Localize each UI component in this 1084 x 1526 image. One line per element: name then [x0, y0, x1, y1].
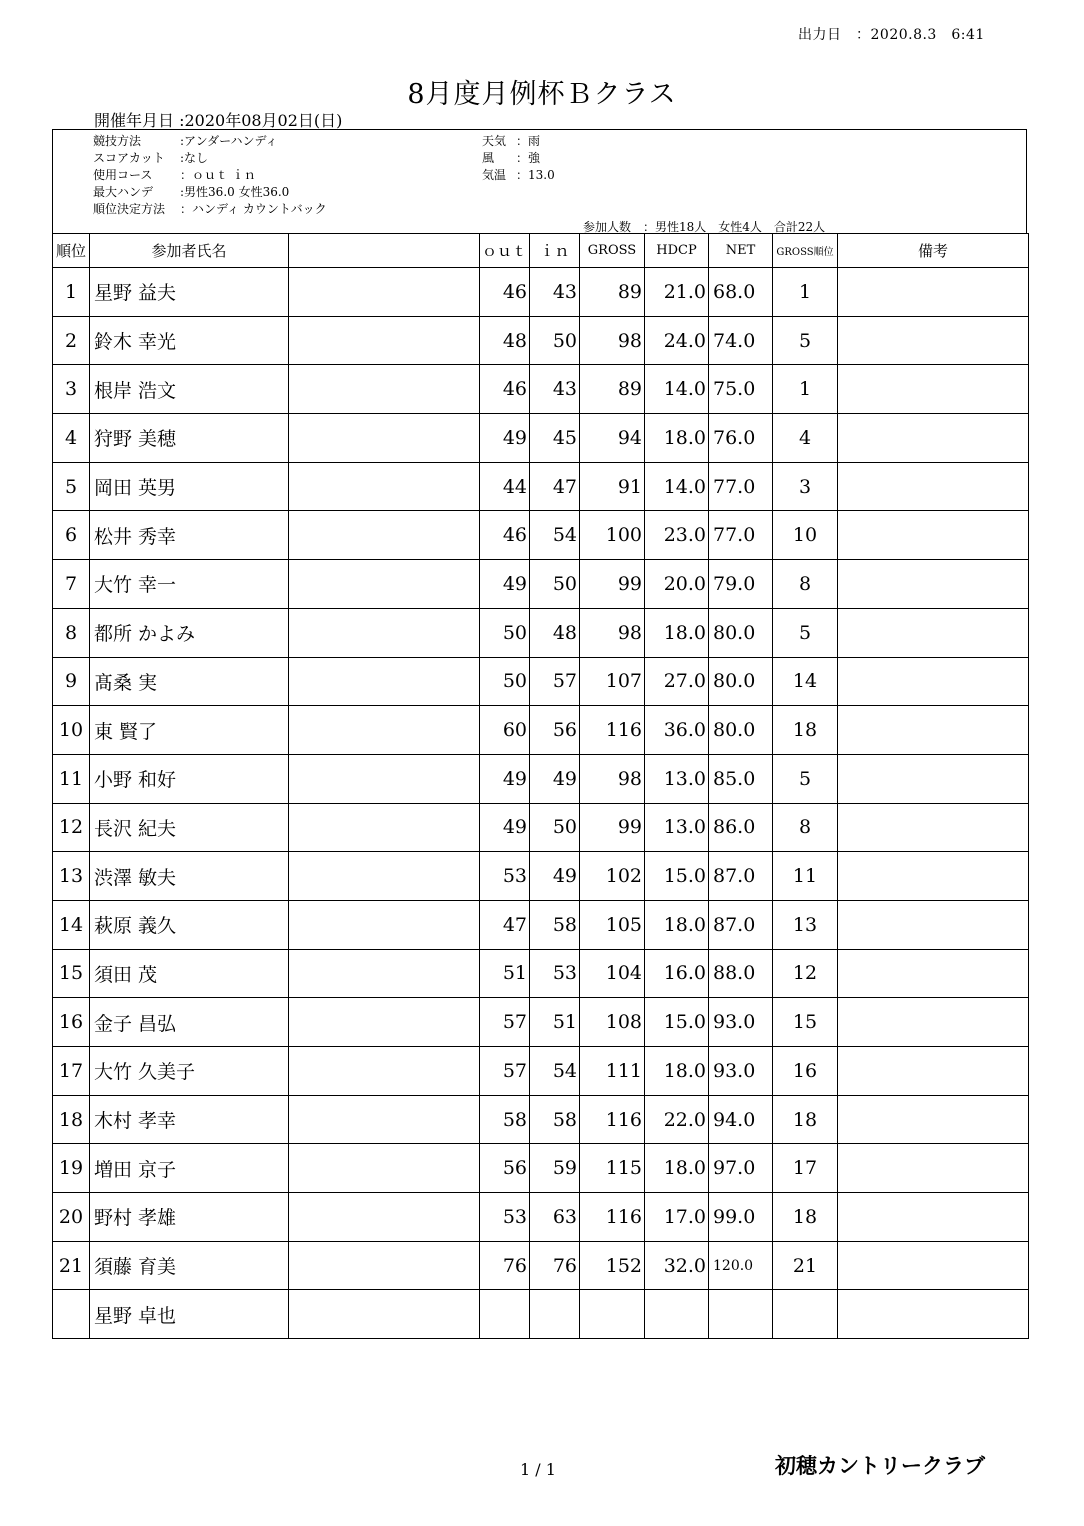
- in-cell: 54: [530, 511, 580, 560]
- header-blank: [289, 234, 480, 268]
- out-cell: 58: [480, 1095, 530, 1144]
- table-row: [53, 1047, 1029, 1096]
- blank-cell: [289, 1241, 480, 1290]
- hdcp-cell: 13.0: [645, 754, 709, 803]
- gross-rank-cell: 18: [773, 1193, 838, 1242]
- rank-cell: 6: [53, 511, 90, 560]
- page-number: 1 / 1: [520, 1460, 556, 1479]
- hdcp-cell: 18.0: [645, 1144, 709, 1193]
- net-cell: 88.0: [709, 949, 773, 998]
- net-cell: 77.0: [709, 511, 773, 560]
- rank-cell: 16: [53, 998, 90, 1047]
- gross-rank-cell: 5: [773, 754, 838, 803]
- gross-cell: 99: [580, 803, 645, 852]
- in-cell: 76: [530, 1241, 580, 1290]
- net-cell: [709, 1290, 773, 1339]
- rank-cell: 5: [53, 462, 90, 511]
- in-cell: 50: [530, 560, 580, 609]
- blank-cell: [289, 511, 480, 560]
- in-cell: 47: [530, 462, 580, 511]
- blank-cell: [289, 852, 480, 901]
- gross-rank-cell: 13: [773, 900, 838, 949]
- competition-info-box: [52, 129, 1027, 234]
- blank-cell: [289, 1290, 480, 1339]
- hdcp-cell: 20.0: [645, 560, 709, 609]
- in-cell: 50: [530, 316, 580, 365]
- table-row: [53, 1193, 1029, 1242]
- header-row: [53, 234, 1029, 268]
- wind: [482, 149, 541, 166]
- net-cell: 93.0: [709, 1047, 773, 1096]
- temperature: [482, 166, 555, 183]
- gross-rank-cell: 21: [773, 1241, 838, 1290]
- course-used-value: ：ｏｕｔ ｉｎ: [180, 168, 256, 182]
- out-cell: [480, 1290, 530, 1339]
- table-row: [53, 1095, 1029, 1144]
- blank-cell: [289, 803, 480, 852]
- out-cell: 46: [480, 268, 530, 317]
- blank-cell: [289, 560, 480, 609]
- in-cell: 56: [530, 706, 580, 755]
- net-cell: 85.0: [709, 754, 773, 803]
- gross-rank-cell: 18: [773, 1095, 838, 1144]
- net-cell: 86.0: [709, 803, 773, 852]
- gross-cell: 98: [580, 754, 645, 803]
- weather-value: ：雨: [516, 134, 541, 148]
- remarks-cell: [838, 1047, 1029, 1096]
- wind-label: 風: [482, 151, 495, 165]
- rank-cell: 12: [53, 803, 90, 852]
- name-cell: 渋澤 敏夫: [90, 852, 289, 901]
- remarks-cell: [838, 900, 1029, 949]
- gross-cell: 91: [580, 462, 645, 511]
- gross-cell: 102: [580, 852, 645, 901]
- rank-cell: 3: [53, 365, 90, 414]
- remarks-cell: [838, 511, 1029, 560]
- score-cut-value: :なし: [180, 151, 209, 165]
- gross-cell: 105: [580, 900, 645, 949]
- remarks-cell: [838, 706, 1029, 755]
- remarks-cell: [838, 1241, 1029, 1290]
- rank-cell: 21: [53, 1241, 90, 1290]
- hdcp-cell: 24.0: [645, 316, 709, 365]
- table-row: [53, 1290, 1029, 1339]
- in-cell: 50: [530, 803, 580, 852]
- in-cell: 59: [530, 1144, 580, 1193]
- out-cell: 57: [480, 998, 530, 1047]
- in-cell: [530, 1290, 580, 1339]
- hdcp-cell: 18.0: [645, 1047, 709, 1096]
- held-date: 開催年月日 :2020年08月02日(日): [94, 111, 343, 130]
- remarks-cell: [838, 1095, 1029, 1144]
- blank-cell: [289, 998, 480, 1047]
- rank-cell: 11: [53, 754, 90, 803]
- in-cell: 63: [530, 1193, 580, 1242]
- remarks-cell: [838, 998, 1029, 1047]
- net-cell: 87.0: [709, 900, 773, 949]
- remarks-cell: [838, 852, 1029, 901]
- blank-cell: [289, 1193, 480, 1242]
- gross-cell: 100: [580, 511, 645, 560]
- out-cell: 49: [480, 754, 530, 803]
- table-row: [53, 949, 1029, 998]
- results-body: [53, 268, 1029, 1339]
- hdcp-cell: 14.0: [645, 365, 709, 414]
- name-cell: 須田 茂: [90, 949, 289, 998]
- hdcp-cell: 32.0: [645, 1241, 709, 1290]
- remarks-cell: [838, 803, 1029, 852]
- rank-cell: [53, 1290, 90, 1339]
- table-row: [53, 754, 1029, 803]
- name-cell: 髙桑 実: [90, 657, 289, 706]
- blank-cell: [289, 900, 480, 949]
- remarks-cell: [838, 560, 1029, 609]
- ranking-method: [93, 200, 327, 217]
- hdcp-cell: 18.0: [645, 900, 709, 949]
- out-cell: 46: [480, 365, 530, 414]
- gross-rank-cell: 1: [773, 268, 838, 317]
- weather-label: 天気: [482, 134, 507, 148]
- gross-cell: 107: [580, 657, 645, 706]
- gross-cell: 99: [580, 560, 645, 609]
- table-row: [53, 900, 1029, 949]
- max-handicap-value: :男性36.0 女性36.0: [180, 185, 290, 199]
- blank-cell: [289, 754, 480, 803]
- header-gross-rank: GROSS順位: [773, 234, 838, 268]
- net-cell: 120.0: [709, 1241, 773, 1290]
- rank-cell: 15: [53, 949, 90, 998]
- hdcp-cell: 18.0: [645, 414, 709, 463]
- table-row: [53, 803, 1029, 852]
- out-cell: 47: [480, 900, 530, 949]
- out-cell: 46: [480, 511, 530, 560]
- gross-cell: [580, 1290, 645, 1339]
- rank-cell: 8: [53, 608, 90, 657]
- blank-cell: [289, 414, 480, 463]
- rank-cell: 20: [53, 1193, 90, 1242]
- table-row: [53, 852, 1029, 901]
- name-cell: 長沢 紀夫: [90, 803, 289, 852]
- name-cell: 大竹 久美子: [90, 1047, 289, 1096]
- name-cell: 岡田 英男: [90, 462, 289, 511]
- table-row: [53, 268, 1029, 317]
- header-out: ｏｕｔ: [480, 234, 530, 268]
- gross-cell: 115: [580, 1144, 645, 1193]
- remarks-cell: [838, 414, 1029, 463]
- net-cell: 76.0: [709, 414, 773, 463]
- rank-cell: 2: [53, 316, 90, 365]
- table-row: [53, 1144, 1029, 1193]
- remarks-cell: [838, 268, 1029, 317]
- in-cell: 54: [530, 1047, 580, 1096]
- participants-count: 参加人数 ：男性18人 女性4人 合計22人: [583, 220, 826, 234]
- rank-cell: 9: [53, 657, 90, 706]
- header-in: ｉｎ: [530, 234, 580, 268]
- rank-cell: 10: [53, 706, 90, 755]
- hdcp-cell: 15.0: [645, 852, 709, 901]
- rank-cell: 1: [53, 268, 90, 317]
- blank-cell: [289, 365, 480, 414]
- in-cell: 58: [530, 1095, 580, 1144]
- club-name: 初穂カントリークラブ: [775, 1454, 985, 1478]
- gross-rank-cell: 5: [773, 316, 838, 365]
- score-cut: [93, 149, 209, 166]
- net-cell: 97.0: [709, 1144, 773, 1193]
- name-cell: 須藤 育美: [90, 1241, 289, 1290]
- net-cell: 99.0: [709, 1193, 773, 1242]
- gross-rank-cell: 8: [773, 803, 838, 852]
- name-cell: 根岸 浩文: [90, 365, 289, 414]
- table-row: [53, 462, 1029, 511]
- name-cell: 東 賢了: [90, 706, 289, 755]
- out-cell: 53: [480, 1193, 530, 1242]
- name-cell: 狩野 美穂: [90, 414, 289, 463]
- header-remarks: 備考: [838, 234, 1029, 268]
- remarks-cell: [838, 462, 1029, 511]
- max-handicap-label: 最大ハンデ: [93, 185, 154, 199]
- in-cell: 53: [530, 949, 580, 998]
- name-cell: 星野 卓也: [90, 1290, 289, 1339]
- blank-cell: [289, 268, 480, 317]
- table-row: [53, 511, 1029, 560]
- hdcp-cell: 21.0: [645, 268, 709, 317]
- table-row: [53, 998, 1029, 1047]
- page-title: 8月度月例杯Ｂクラス: [407, 79, 677, 110]
- gross-cell: 104: [580, 949, 645, 998]
- blank-cell: [289, 706, 480, 755]
- name-cell: 松井 秀幸: [90, 511, 289, 560]
- name-cell: 金子 昌弘: [90, 998, 289, 1047]
- gross-rank-cell: 10: [773, 511, 838, 560]
- table-row: [53, 365, 1029, 414]
- in-cell: 57: [530, 657, 580, 706]
- hdcp-cell: 36.0: [645, 706, 709, 755]
- hdcp-cell: 23.0: [645, 511, 709, 560]
- temperature-label: 気温: [482, 168, 507, 182]
- net-cell: 77.0: [709, 462, 773, 511]
- hdcp-cell: 27.0: [645, 657, 709, 706]
- max-handicap: [93, 183, 290, 200]
- gross-cell: 116: [580, 706, 645, 755]
- remarks-cell: [838, 949, 1029, 998]
- gross-cell: 116: [580, 1193, 645, 1242]
- blank-cell: [289, 949, 480, 998]
- ranking-method-label: 順位決定方法: [93, 202, 166, 216]
- in-cell: 43: [530, 268, 580, 317]
- gross-rank-cell: 3: [773, 462, 838, 511]
- rank-cell: 14: [53, 900, 90, 949]
- gross-rank-cell: 5: [773, 608, 838, 657]
- blank-cell: [289, 1144, 480, 1193]
- name-cell: 大竹 幸一: [90, 560, 289, 609]
- rank-cell: 18: [53, 1095, 90, 1144]
- in-cell: 48: [530, 608, 580, 657]
- name-cell: 星野 益夫: [90, 268, 289, 317]
- net-cell: 93.0: [709, 998, 773, 1047]
- gross-cell: 89: [580, 365, 645, 414]
- results-table: [52, 233, 1029, 1339]
- remarks-cell: [838, 657, 1029, 706]
- net-cell: 80.0: [709, 608, 773, 657]
- competition-method-value: :アンダーハンディ: [180, 134, 278, 148]
- name-cell: 木村 孝幸: [90, 1095, 289, 1144]
- gross-cell: 89: [580, 268, 645, 317]
- net-cell: 68.0: [709, 268, 773, 317]
- net-cell: 79.0: [709, 560, 773, 609]
- hdcp-cell: 18.0: [645, 608, 709, 657]
- gross-rank-cell: 16: [773, 1047, 838, 1096]
- gross-rank-cell: 8: [773, 560, 838, 609]
- gross-cell: 111: [580, 1047, 645, 1096]
- hdcp-cell: [645, 1290, 709, 1339]
- out-cell: 49: [480, 414, 530, 463]
- remarks-cell: [838, 365, 1029, 414]
- name-cell: 萩原 義久: [90, 900, 289, 949]
- out-cell: 50: [480, 608, 530, 657]
- header-rank: 順位: [53, 234, 90, 268]
- out-cell: 60: [480, 706, 530, 755]
- gross-rank-cell: 12: [773, 949, 838, 998]
- in-cell: 58: [530, 900, 580, 949]
- rank-cell: 19: [53, 1144, 90, 1193]
- name-cell: 小野 和好: [90, 754, 289, 803]
- gross-cell: 98: [580, 316, 645, 365]
- gross-rank-cell: 11: [773, 852, 838, 901]
- header-hdcp: HDCP: [645, 234, 709, 268]
- blank-cell: [289, 1047, 480, 1096]
- hdcp-cell: 16.0: [645, 949, 709, 998]
- gross-rank-cell: 4: [773, 414, 838, 463]
- out-cell: 76: [480, 1241, 530, 1290]
- gross-rank-cell: 17: [773, 1144, 838, 1193]
- rank-cell: 17: [53, 1047, 90, 1096]
- rank-cell: 13: [53, 852, 90, 901]
- out-cell: 50: [480, 657, 530, 706]
- gross-rank-cell: 14: [773, 657, 838, 706]
- remarks-cell: [838, 1193, 1029, 1242]
- name-cell: 都所 かよみ: [90, 608, 289, 657]
- out-cell: 57: [480, 1047, 530, 1096]
- gross-cell: 116: [580, 1095, 645, 1144]
- in-cell: 49: [530, 754, 580, 803]
- in-cell: 51: [530, 998, 580, 1047]
- remarks-cell: [838, 1144, 1029, 1193]
- in-cell: 49: [530, 852, 580, 901]
- course-used-label: 使用コース: [93, 168, 153, 182]
- score-cut-label: スコアカット: [93, 151, 165, 165]
- rank-cell: 7: [53, 560, 90, 609]
- hdcp-cell: 15.0: [645, 998, 709, 1047]
- course-used: [93, 166, 256, 183]
- net-cell: 87.0: [709, 852, 773, 901]
- remarks-cell: [838, 1290, 1029, 1339]
- remarks-cell: [838, 608, 1029, 657]
- name-cell: 鈴木 幸光: [90, 316, 289, 365]
- competition-method: [93, 132, 278, 149]
- out-cell: 44: [480, 462, 530, 511]
- blank-cell: [289, 316, 480, 365]
- out-cell: 53: [480, 852, 530, 901]
- gross-rank-cell: 1: [773, 365, 838, 414]
- blank-cell: [289, 657, 480, 706]
- net-cell: 75.0: [709, 365, 773, 414]
- competition-method-label: 競技方法: [93, 134, 142, 148]
- hdcp-cell: 17.0: [645, 1193, 709, 1242]
- gross-cell: 152: [580, 1241, 645, 1290]
- table-row: [53, 706, 1029, 755]
- out-cell: 49: [480, 560, 530, 609]
- table-row: [53, 414, 1029, 463]
- net-cell: 80.0: [709, 706, 773, 755]
- hdcp-cell: 14.0: [645, 462, 709, 511]
- blank-cell: [289, 1095, 480, 1144]
- gross-rank-cell: 18: [773, 706, 838, 755]
- out-cell: 49: [480, 803, 530, 852]
- in-cell: 45: [530, 414, 580, 463]
- table-row: [53, 316, 1029, 365]
- net-cell: 74.0: [709, 316, 773, 365]
- table-row: [53, 1241, 1029, 1290]
- name-cell: 野村 孝雄: [90, 1193, 289, 1242]
- gross-cell: 108: [580, 998, 645, 1047]
- in-cell: 43: [530, 365, 580, 414]
- out-cell: 51: [480, 949, 530, 998]
- gross-cell: 98: [580, 608, 645, 657]
- table-row: [53, 608, 1029, 657]
- header-gross: GROSS: [580, 234, 645, 268]
- wind-value: ：強: [516, 151, 541, 165]
- remarks-cell: [838, 754, 1029, 803]
- net-cell: 80.0: [709, 657, 773, 706]
- net-cell: 94.0: [709, 1095, 773, 1144]
- remarks-cell: [838, 316, 1029, 365]
- hdcp-cell: 13.0: [645, 803, 709, 852]
- header-net: NET: [709, 234, 773, 268]
- output-date: 出力日 ：2020.8.3 6:41: [798, 27, 985, 43]
- gross-rank-cell: 15: [773, 998, 838, 1047]
- blank-cell: [289, 462, 480, 511]
- table-row: [53, 560, 1029, 609]
- gross-cell: 94: [580, 414, 645, 463]
- rank-cell: 4: [53, 414, 90, 463]
- table-row: [53, 657, 1029, 706]
- hdcp-cell: 22.0: [645, 1095, 709, 1144]
- blank-cell: [289, 608, 480, 657]
- out-cell: 56: [480, 1144, 530, 1193]
- temperature-value: ：13.0: [516, 168, 555, 182]
- header-name: 参加者氏名: [90, 234, 289, 268]
- ranking-method-value: ：ハンディ カウントバック: [180, 202, 327, 216]
- name-cell: 増田 京子: [90, 1144, 289, 1193]
- gross-rank-cell: [773, 1290, 838, 1339]
- weather: [482, 132, 541, 149]
- out-cell: 48: [480, 316, 530, 365]
